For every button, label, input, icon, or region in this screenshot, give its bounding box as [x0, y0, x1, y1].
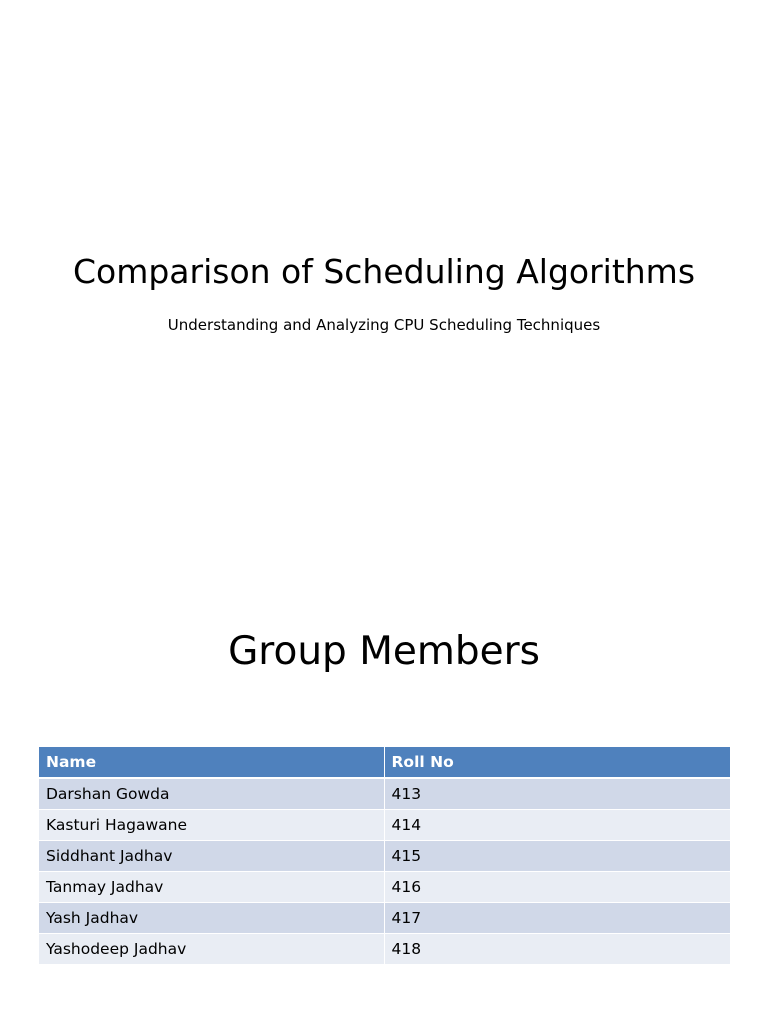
table-row — [39, 871, 730, 902]
member-name-cell: Kasturi Hagawane — [39, 809, 384, 840]
roll-no-cell: 418 — [384, 933, 730, 964]
member-name-cell: Yashodeep Jadhav — [39, 933, 384, 964]
member-name-cell: Tanmay Jadhav — [39, 871, 384, 902]
roll-no-cell: 417 — [384, 902, 730, 933]
roll-no-cell: 413 — [384, 778, 730, 809]
roll-no-cell: 415 — [384, 840, 730, 871]
roll-no-cell: 414 — [384, 809, 730, 840]
slide-subtitle: Understanding and Analyzing CPU Scheduling Techniques — [167, 316, 601, 334]
slide-title: Comparison of Scheduling Algorithms — [72, 252, 696, 291]
roll-no-column-header: Roll No — [384, 747, 730, 778]
table-header-row — [39, 747, 730, 778]
table-row — [39, 933, 730, 964]
name-column-header: Name — [39, 747, 384, 778]
table-row — [39, 778, 730, 809]
member-name-cell: Darshan Gowda — [39, 778, 384, 809]
group-members-heading: Group Members — [228, 629, 540, 674]
table-row — [39, 840, 730, 871]
members-table — [39, 747, 730, 964]
member-name-cell: Yash Jadhav — [39, 902, 384, 933]
group-members-slide — [0, 512, 768, 1024]
table-row — [39, 902, 730, 933]
member-name-cell: Siddhant Jadhav — [39, 840, 384, 871]
roll-no-cell: 416 — [384, 871, 730, 902]
table-row — [39, 809, 730, 840]
